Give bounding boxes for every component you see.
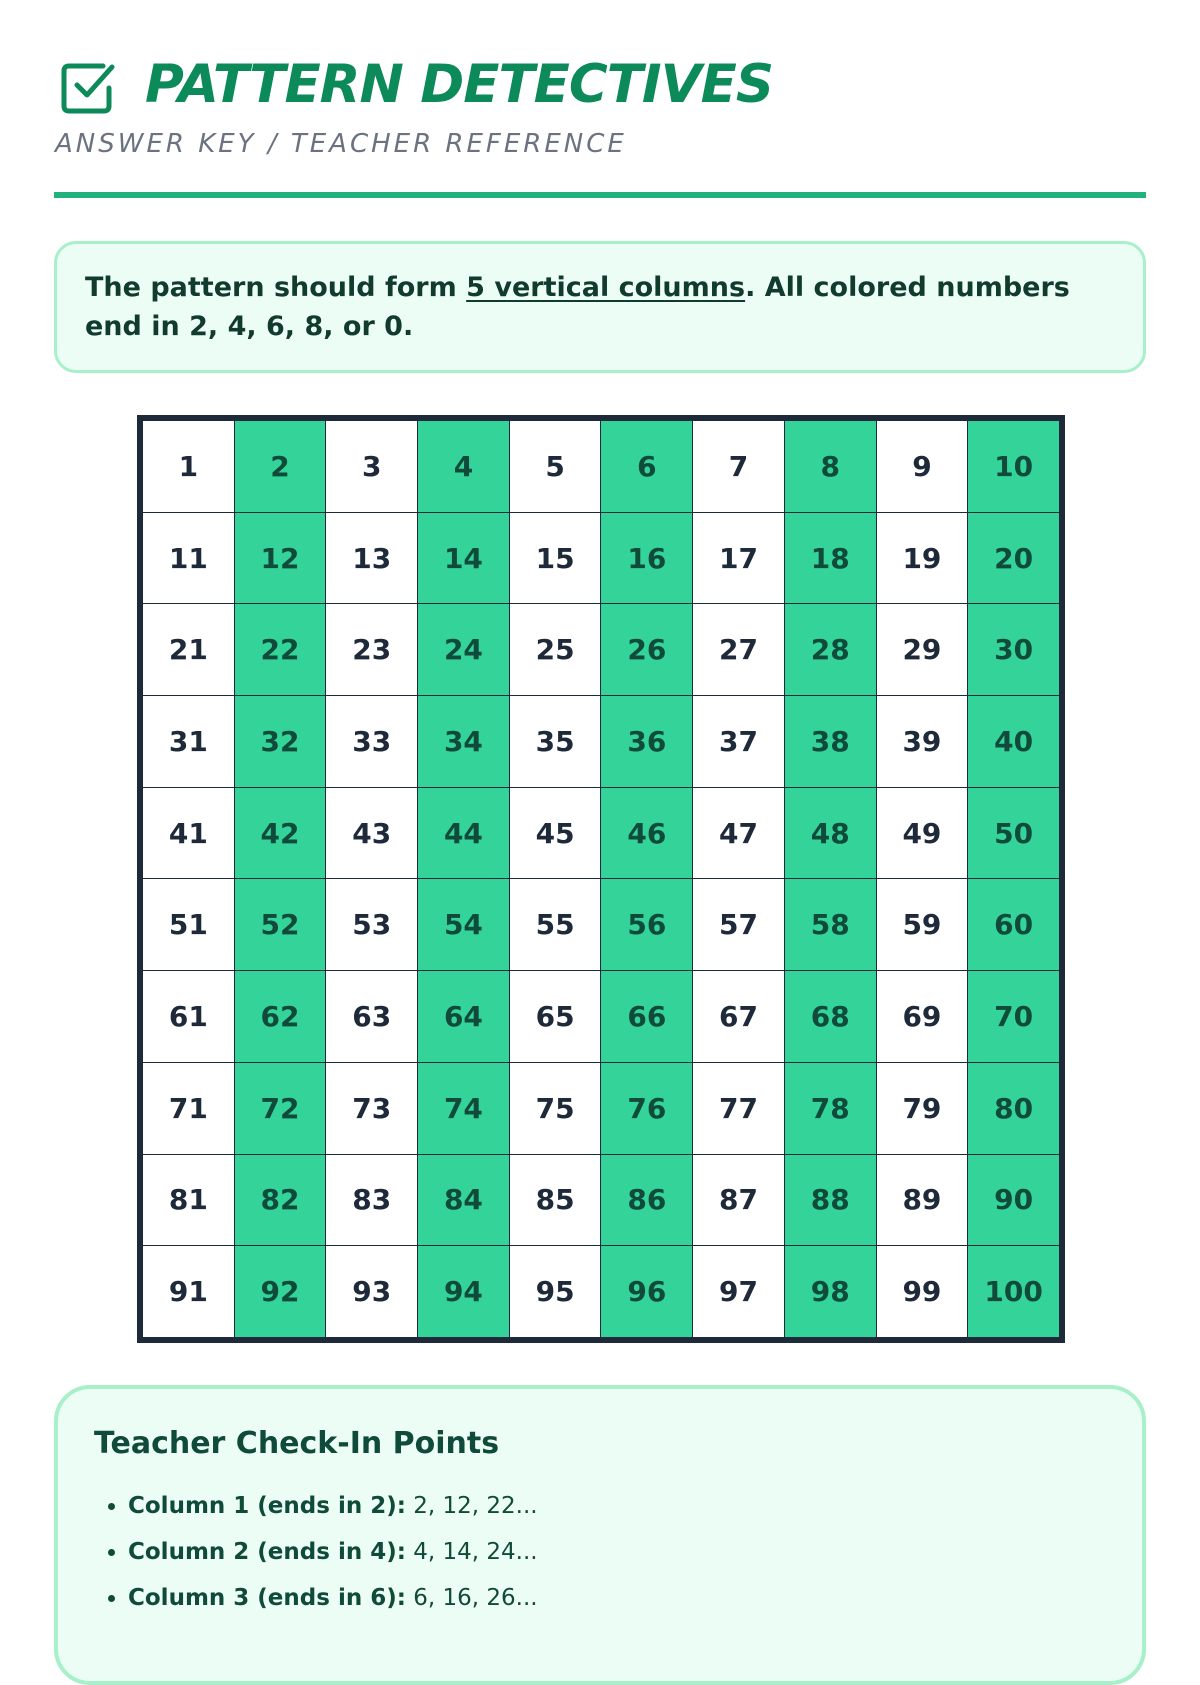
grid-cell-highlighted: 60: [968, 879, 1059, 970]
grid-cell-highlighted: 12: [235, 513, 326, 604]
page-title: PATTERN DETECTIVES: [145, 53, 773, 115]
grid-cell-highlighted: 84: [418, 1155, 509, 1246]
grid-cell-highlighted: 34: [418, 696, 509, 787]
grid-cell: 37: [693, 696, 784, 787]
grid-cell-highlighted: 98: [785, 1246, 876, 1337]
grid-cell: 63: [326, 971, 417, 1062]
grid-cell-highlighted: 94: [418, 1246, 509, 1337]
note-text-before: The pattern should form: [85, 272, 467, 303]
grid-cell-highlighted: 24: [418, 604, 509, 695]
header: [54, 0, 1146, 202]
grid-cell-highlighted: 58: [785, 879, 876, 970]
grid-cell-highlighted: 46: [601, 788, 692, 879]
grid-cell-highlighted: 74: [418, 1063, 509, 1154]
grid-cell-highlighted: 52: [235, 879, 326, 970]
grid-cell: 83: [326, 1155, 417, 1246]
grid-cell: 25: [510, 604, 601, 695]
grid-cell: 53: [326, 879, 417, 970]
grid-cell: 13: [326, 513, 417, 604]
grid-cell-highlighted: 18: [785, 513, 876, 604]
grid-cell: 67: [693, 971, 784, 1062]
grid-cell: 65: [510, 971, 601, 1062]
grid-cell: 27: [693, 604, 784, 695]
grid-cell: 5: [510, 421, 601, 512]
grid-cell-highlighted: 64: [418, 971, 509, 1062]
grid-cell-highlighted: 56: [601, 879, 692, 970]
grid-cell-highlighted: 80: [968, 1063, 1059, 1154]
grid-cell: 9: [877, 421, 968, 512]
checkin-title: Teacher Check-In Points: [94, 1426, 500, 1461]
grid-cell: 51: [143, 879, 234, 970]
grid-cell-highlighted: 2: [235, 421, 326, 512]
grid-cell: 41: [143, 788, 234, 879]
grid-cell: 75: [510, 1063, 601, 1154]
worksheet-page: [54, 0, 1146, 1611]
grid-cell: 69: [877, 971, 968, 1062]
grid-cell-highlighted: 88: [785, 1155, 876, 1246]
grid-cell-highlighted: 44: [418, 788, 509, 879]
grid-cell: 17: [693, 513, 784, 604]
grid-cell: 85: [510, 1155, 601, 1246]
grid-cell-highlighted: 82: [235, 1155, 326, 1246]
grid-cell: 1: [143, 421, 234, 512]
grid-cell: 59: [877, 879, 968, 970]
grid-cell: 39: [877, 696, 968, 787]
grid-cell-highlighted: 50: [968, 788, 1059, 879]
grid-cell-highlighted: 4: [418, 421, 509, 512]
checkbox-check-icon: [59, 58, 117, 116]
checkin-item-label: Column 2 (ends in 4):: [128, 1539, 406, 1565]
grid-cell: 73: [326, 1063, 417, 1154]
grid-cell: 71: [143, 1063, 234, 1154]
grid-cell: 3: [326, 421, 417, 512]
checkin-item: [128, 1483, 1106, 1529]
grid-cell: 43: [326, 788, 417, 879]
grid-cell: 11: [143, 513, 234, 604]
checkin-item: [128, 1529, 1106, 1575]
grid-cell: 45: [510, 788, 601, 879]
grid-cell: 29: [877, 604, 968, 695]
grid-cell-highlighted: 6: [601, 421, 692, 512]
grid-cell-highlighted: 28: [785, 604, 876, 695]
grid-cell-highlighted: 100: [968, 1246, 1059, 1337]
grid-cell: 95: [510, 1246, 601, 1337]
grid-cell: 97: [693, 1246, 784, 1337]
pattern-note: [54, 241, 1146, 373]
grid-cell-highlighted: 42: [235, 788, 326, 879]
grid-cell-highlighted: 32: [235, 696, 326, 787]
grid-cell-highlighted: 90: [968, 1155, 1059, 1246]
page-subtitle: ANSWER KEY / TEACHER REFERENCE: [55, 129, 627, 159]
grid-cell: 93: [326, 1246, 417, 1337]
grid-cell-highlighted: 30: [968, 604, 1059, 695]
grid-cell: 15: [510, 513, 601, 604]
grid-cell-highlighted: 78: [785, 1063, 876, 1154]
grid-cell-highlighted: 14: [418, 513, 509, 604]
title-row: [59, 53, 773, 116]
grid-cell-highlighted: 38: [785, 696, 876, 787]
grid-cell: 31: [143, 696, 234, 787]
teacher-checkin-box: [54, 1385, 1146, 1685]
grid-cell-highlighted: 8: [785, 421, 876, 512]
grid-cell-highlighted: 22: [235, 604, 326, 695]
grid-cell: 19: [877, 513, 968, 604]
grid-cell-highlighted: 10: [968, 421, 1059, 512]
hundred-chart: [137, 415, 1065, 1343]
grid-cell: 21: [143, 604, 234, 695]
grid-cell-highlighted: 36: [601, 696, 692, 787]
grid-cell: 7: [693, 421, 784, 512]
grid-cell-highlighted: 68: [785, 971, 876, 1062]
note-underlined-text: 5 vertical columns: [466, 272, 746, 303]
grid-cell-highlighted: 72: [235, 1063, 326, 1154]
checkin-item-label: Column 1 (ends in 2):: [128, 1493, 406, 1519]
grid-cell-highlighted: 20: [968, 513, 1059, 604]
grid-cell: 35: [510, 696, 601, 787]
grid-cell: 47: [693, 788, 784, 879]
grid-cell: 87: [693, 1155, 784, 1246]
grid-cell: 33: [326, 696, 417, 787]
checkin-item-value: 2, 12, 22...: [405, 1493, 538, 1519]
checkin-item-value: 6, 16, 26...: [405, 1585, 538, 1611]
grid-cell: 81: [143, 1155, 234, 1246]
grid-cell-highlighted: 62: [235, 971, 326, 1062]
grid-cell: 57: [693, 879, 784, 970]
grid-cell-highlighted: 48: [785, 788, 876, 879]
checkin-item: [128, 1575, 1106, 1621]
grid-cell: 99: [877, 1246, 968, 1337]
hundred-chart-grid: [143, 421, 1059, 1337]
grid-cell-highlighted: 40: [968, 696, 1059, 787]
grid-cell: 91: [143, 1246, 234, 1337]
grid-cell: 55: [510, 879, 601, 970]
grid-cell-highlighted: 86: [601, 1155, 692, 1246]
grid-cell-highlighted: 66: [601, 971, 692, 1062]
grid-cell-highlighted: 26: [601, 604, 692, 695]
grid-cell-highlighted: 16: [601, 513, 692, 604]
grid-cell: 23: [326, 604, 417, 695]
header-divider: [54, 192, 1146, 198]
grid-cell-highlighted: 92: [235, 1246, 326, 1337]
checkin-item-label: Column 3 (ends in 6):: [128, 1585, 406, 1611]
grid-cell: 89: [877, 1155, 968, 1246]
grid-cell: 49: [877, 788, 968, 879]
grid-cell: 77: [693, 1063, 784, 1154]
grid-cell-highlighted: 76: [601, 1063, 692, 1154]
grid-cell: 79: [877, 1063, 968, 1154]
grid-cell-highlighted: 70: [968, 971, 1059, 1062]
checkin-list: [94, 1483, 1106, 1621]
grid-cell-highlighted: 54: [418, 879, 509, 970]
grid-cell: 61: [143, 971, 234, 1062]
grid-cell-highlighted: 96: [601, 1246, 692, 1337]
checkin-item-value: 4, 14, 24...: [405, 1539, 538, 1565]
note-text-after: . All colored numbers end in 2, 4, 6, 8, or 0.: [85, 272, 1070, 342]
